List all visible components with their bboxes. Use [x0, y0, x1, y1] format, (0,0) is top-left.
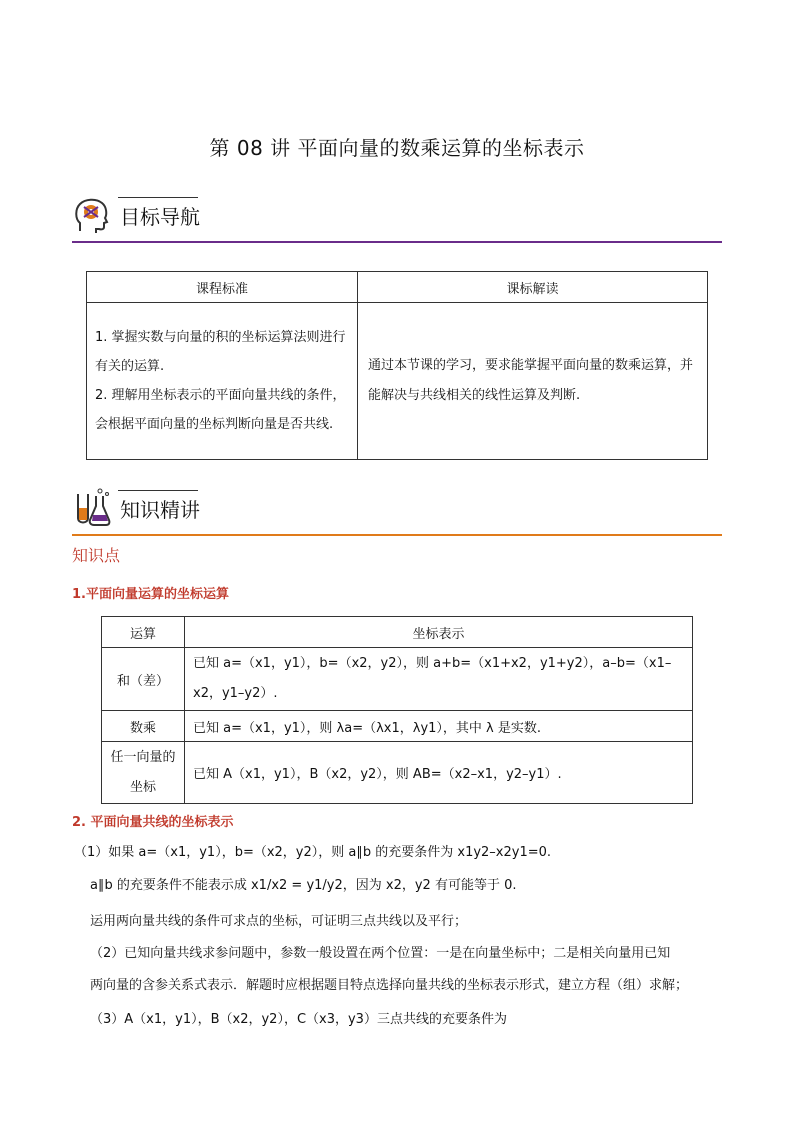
section-rule	[72, 241, 722, 243]
text-line: 两向量的含参关系式表示．解题时应根据题目特点选择向量共线的坐标表示形式，建立方程（组）求解；	[90, 978, 689, 993]
header-cell: 坐标表示	[185, 617, 693, 648]
heading-2: 2. 平面向量共线的坐标表示	[72, 815, 234, 830]
section-title: 目标导航	[120, 205, 200, 229]
goals-table	[86, 271, 708, 460]
section-header-knowledge	[72, 488, 722, 536]
text-line: （1）如果 a=（x1，y1），b=（x2，y2），则 a∥b 的充要条件为 x1y2–x2y1=0.	[74, 845, 552, 860]
interpretation-cell: 通过本节课的学习，要求能掌握平面向量的数乘运算，并能解决与共线相关的线性运算及判断.	[358, 303, 708, 460]
page-title: 第 08 讲 平面向量的数乘运算的坐标表示	[209, 136, 585, 160]
header-cell: 课程标准	[87, 272, 358, 303]
text-line: （3）A（x1，y1），B（x2，y2），C（x3，y3）三点共线的充要条件为	[90, 1012, 507, 1027]
expr-cell: 已知 A（x1，y1），B（x2，y2），则 AB=（x2–x1，y2–y1）.	[185, 742, 693, 804]
text-line: （2）已知向量共线求参问题中，参数一般设置在两个位置：一是在向量坐标中；二是相关向量用已知	[90, 946, 671, 961]
op-cell: 任一向量的坐标	[102, 742, 185, 804]
head-gear-icon	[72, 195, 112, 235]
op-cell: 和（差）	[102, 648, 185, 711]
section-header-goals	[72, 195, 722, 243]
standard-item: 2. 理解用坐标表示的平面向量共线的条件，会根据平面向量的坐标判断向量是否共线.	[95, 388, 346, 432]
op-cell: 数乘	[102, 711, 185, 742]
expr-cell: 已知 a=（x1，y1），b=（x2，y2），则 a+b=（x1+x2，y1+y2），a–b=（x1–x2，y1–y2）.	[185, 648, 693, 711]
header-topline	[118, 490, 198, 491]
standards-cell	[87, 303, 358, 460]
section-title: 知识精讲	[120, 498, 200, 522]
expr-cell: 已知 a=（x1，y1），则 λa=（λx1，λy1），其中 λ 是实数.	[185, 711, 693, 742]
header-topline	[118, 197, 198, 198]
header-cell: 运算	[102, 617, 185, 648]
section-rule	[72, 534, 722, 536]
knowledge-point-label: 知识点	[72, 546, 121, 565]
flask-icon	[72, 488, 112, 528]
header-cell: 课标解读	[358, 272, 708, 303]
text-line: a∥b 的充要条件不能表示成 x1/x2 = y1/y2，因为 x2，y2 有可能等于 0.	[90, 878, 517, 893]
heading-1: 1.平面向量运算的坐标运算	[72, 587, 229, 602]
text-line: 运用两向量共线的条件可求点的坐标，可证明三点共线以及平行；	[90, 914, 468, 929]
operations-table	[101, 616, 693, 804]
standard-item: 1. 掌握实数与向量的积的坐标运算法则进行有关的运算.	[95, 330, 346, 374]
